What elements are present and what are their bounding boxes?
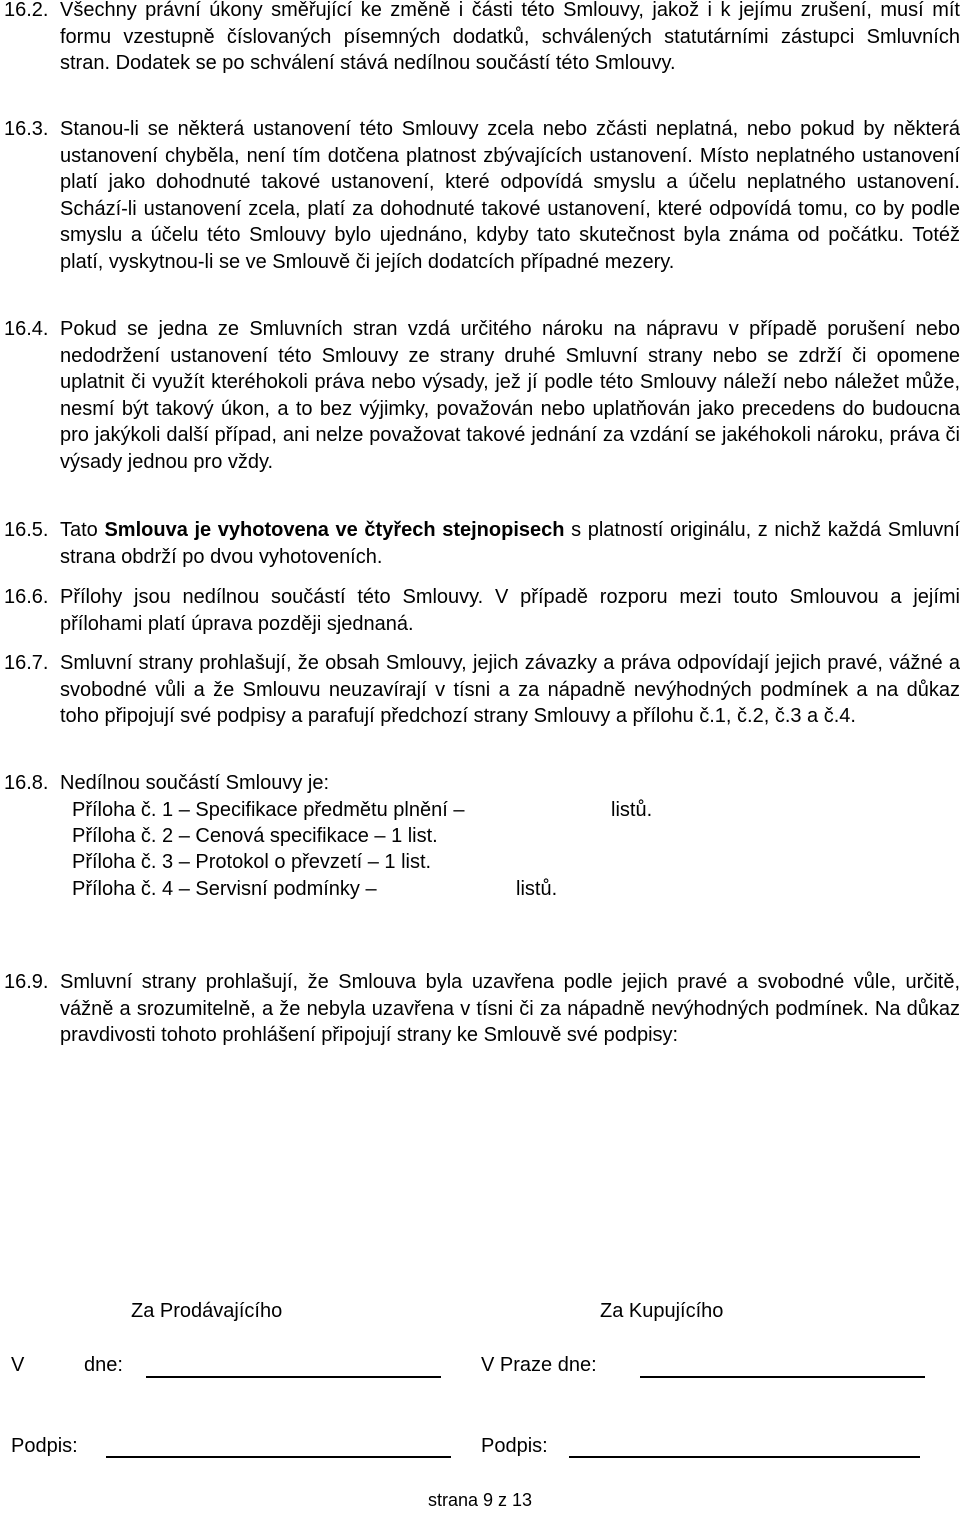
attachment-label: Příloha č. 3 – Protokol o převzetí – 1 list.	[72, 851, 432, 873]
clause-number: 16.6.	[4, 586, 49, 608]
clause-text: Všechny právní úkony směřující ke změně i části této Smlouvy, jakož i k jejímu zrušení, musí mít formu vzestupně číslovaných písemných dodatků, schválených statutárními zástupci Smluvních stran. Dodatek se po schválení stává nedílnou součástí této Smlouvy.	[60, 0, 960, 74]
attachments-intro: Nedílnou součástí Smlouvy je:	[60, 772, 330, 794]
buyer-heading: Za Kupujícího	[600, 1300, 724, 1322]
seller-date-label: dne:	[84, 1354, 123, 1376]
attachment-item	[72, 876, 558, 902]
seller-date-line[interactable]	[146, 1376, 441, 1378]
clause-text-bold: Smlouva je vyhotovena ve čtyřech stejnopisech	[104, 519, 565, 541]
clause-text: Stanou-li se některá ustanovení této Smlouvy zcela nebo zčásti neplatná, nebo pokud by některá ustanovení chyběla, není tím dotčena platnost zbývajících ustanovení. Místo neplatného ustanovení platí jako dohodnuté takové ustanovení, které odpovídá smyslu a účelu neplatného ustanovení. Schází-li ustanovení zcela, platí za dohodnuté takové ustanovení, které odpovídá tomu, co by podle smyslu a účelu této Smlouvy bylo ujednáno, kdyby tato skutečnost byla známa od počátku. Totéž platí, vyskytnou-li se ve Smlouvě či jejích dodatcích případné mezery.	[60, 118, 960, 273]
clause-number: 16.3.	[4, 118, 49, 140]
clause-text-end: s platností originálu, z nichž každá Smluvní strana obdrží po dvou vyhotoveních.	[60, 519, 960, 568]
clause-number: 16.8.	[4, 772, 49, 794]
clause-text: Přílohy jsou nedílnou součástí této Smlouvy. V případě rozporu mezi touto Smlouvou a jejími přílohami platí úprava později sjednaná.	[60, 586, 960, 635]
buyer-place-date-label: V Praze dne:	[481, 1354, 597, 1376]
seller-heading: Za Prodávajícího	[131, 1300, 283, 1322]
clause-text	[60, 517, 960, 570]
buyer-sign-label: Podpis:	[481, 1435, 548, 1457]
clause-number: 16.2.	[4, 0, 49, 21]
page-number: strana 9 z 13	[427, 1490, 533, 1510]
clause-number: 16.9.	[4, 971, 49, 993]
attachment-item	[72, 849, 431, 875]
clause-number: 16.4.	[4, 318, 49, 340]
clause-number: 16.7.	[4, 652, 49, 674]
clause-text: Smluvní strany prohlašují, že Smlouva byla uzavřena podle jejich pravé a svobodné vůle, určitě, vážně a srozumitelně, a že nebyla uzavřena v tísni či za nápadně nevýhodných podmínek. Na důkaz pravdivosti tohoto prohlášení připojují strany ke Smlouvě své podpisy:	[60, 971, 960, 1046]
clause-text: Smluvní strany prohlašují, že obsah Smlouvy, jejich závazky a práva odpovídají jejich pravé, vážné a svobodné vůli a že Smlouvu neuzavírají v tísni a za nápadně nevýhodných podmínek a na důkaz toho připojují své podpisy a parafují předchozí strany Smlouvy a přílohu č.1, č.2, č.3 a č.4.	[60, 652, 960, 727]
attachment-label: Příloha č. 2 – Cenová specifikace – 1 list.	[72, 825, 438, 847]
buyer-signature-line[interactable]	[569, 1456, 920, 1458]
attachment-suffix: listů.	[611, 799, 653, 821]
clause-number: 16.5.	[4, 519, 49, 541]
attachment-label: Příloha č. 4 – Servisní podmínky –	[72, 878, 377, 900]
clause-text-start: Tato	[60, 519, 98, 541]
seller-signature-line[interactable]	[106, 1456, 451, 1458]
seller-place-label: V	[11, 1354, 25, 1376]
attachment-suffix: listů.	[516, 878, 558, 900]
attachment-item	[72, 797, 653, 823]
attachment-label: Příloha č. 1 – Specifikace předmětu plnění –	[72, 799, 465, 821]
buyer-date-line[interactable]	[640, 1376, 925, 1378]
clause-text: Pokud se jedna ze Smluvních stran vzdá určitého nároku na nápravu v případě porušení nebo nedodržení ustanovení této Smlouvy ze strany druhé Smluvní strany nebo se zdrží či opomene uplatnit či využít kteréhokoli práva nebo výsady, jež jí podle této Smlouvy náleží nebo náležet může, nesmí být takový úkon, a to bez výjimky, považován nebo uplatňován jako precedens do budoucna pro jakýkoli další případ, ani nelze považovat takové jednání za vzdání se jakéhokoli nároku, práva či výsady jednou pro vždy.	[60, 318, 960, 473]
seller-sign-label: Podpis:	[11, 1435, 78, 1457]
attachment-item	[72, 823, 438, 849]
